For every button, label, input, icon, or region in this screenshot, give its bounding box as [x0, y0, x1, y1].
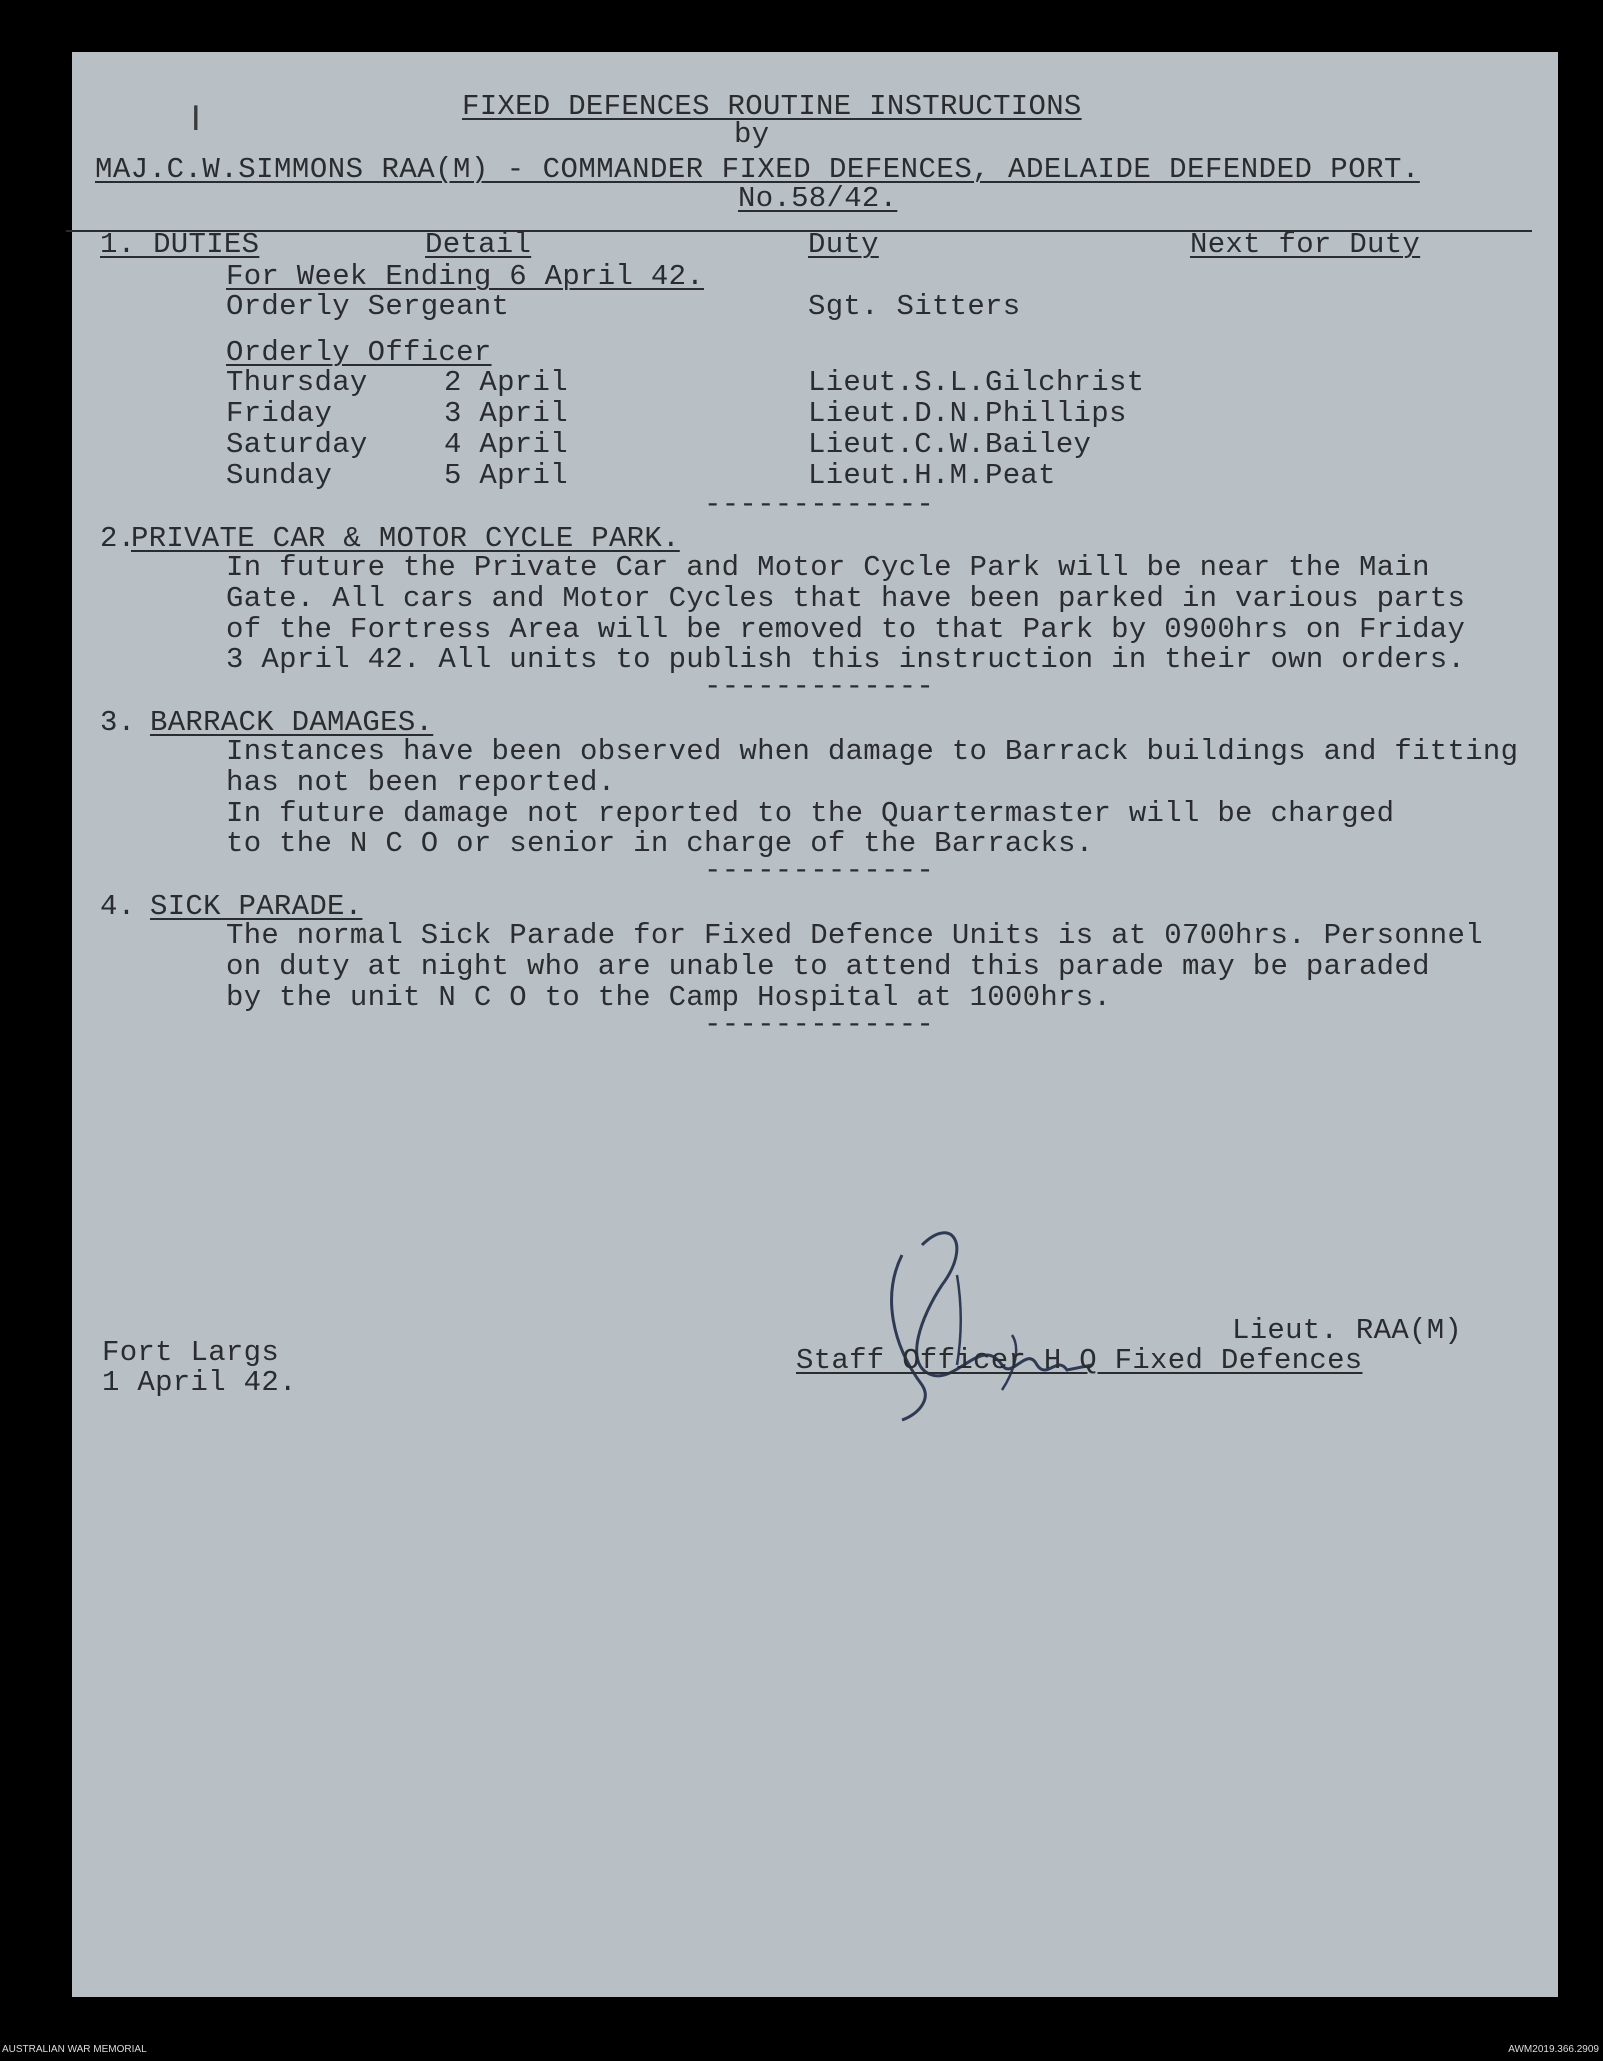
section-2-line: 3 April 42. All units to publish this instruction in their own orders.: [226, 643, 1466, 676]
section-4-heading: SICK PARADE.: [150, 890, 363, 923]
section-separator: -------------: [704, 854, 935, 887]
duty-officer: Lieut.C.W.Bailey: [808, 428, 1092, 461]
section-3-line: Instances have been observed when damage to Barrack buildings and fitting: [226, 735, 1519, 768]
column-detail: Detail: [425, 228, 532, 261]
section-3-line: to the N C O or senior in charge of the Barracks.: [226, 827, 1094, 860]
duty-officer: Lieut.H.M.Peat: [808, 459, 1056, 492]
section-2-number: 2.: [100, 522, 136, 555]
section-2-line: of the Fortress Area will be removed to that Park by 0900hrs on Friday: [226, 613, 1466, 646]
signatory-role: Staff Officer H Q Fixed Defences: [796, 1344, 1363, 1377]
duty-date: 3 April: [444, 397, 568, 430]
duty-day: Sunday: [226, 459, 333, 492]
by-line: by: [734, 118, 770, 151]
duty-date: 5 April: [444, 459, 568, 492]
document-title: FIXED DEFENCES ROUTINE INSTRUCTIONS: [462, 90, 1082, 123]
section-4-line: by the unit N C O to the Camp Hospital at 1000hrs.: [226, 981, 1112, 1014]
commander-line: MAJ.C.W.SIMMONS RAA(M) - COMMANDER FIXED DEFENCES, ADELAIDE DEFENDED PORT.: [95, 153, 1420, 186]
section-2-line: Gate. All cars and Motor Cycles that have been parked in various parts: [226, 582, 1466, 615]
handwritten-signature: [862, 1215, 1122, 1435]
column-duty: Duty: [808, 228, 879, 261]
duty-date: 2 April: [444, 366, 568, 399]
instruction-number: No.58/42.: [738, 182, 898, 215]
section-3-number: 3.: [100, 706, 136, 739]
orderly-sergeant-label: Orderly Sergeant: [226, 290, 510, 323]
place-location: Fort Largs: [102, 1336, 280, 1369]
section-2-heading: PRIVATE CAR & MOTOR CYCLE PARK.: [131, 522, 680, 555]
section-separator: -------------: [704, 1008, 935, 1041]
section-4-line: on duty at night who are unable to attend this parade may be paraded: [226, 950, 1430, 983]
section-3-heading: BARRACK DAMAGES.: [150, 706, 434, 739]
section-4-number: 4.: [100, 890, 136, 923]
section-4-line: The normal Sick Parade for Fixed Defence Units is at 0700hrs. Personnel: [226, 919, 1483, 952]
duty-date: 4 April: [444, 428, 568, 461]
signatory-rank: Lieut. RAA(M): [1232, 1314, 1463, 1347]
place-date: 1 April 42.: [102, 1366, 297, 1399]
duty-officer: Lieut.S.L.Gilchrist: [808, 366, 1145, 399]
duty-day: Saturday: [226, 428, 368, 461]
week-ending: For Week Ending 6 April 42.: [226, 260, 704, 293]
footer-right: AWM2019.366.2909: [1508, 2044, 1599, 2055]
section-separator: -------------: [704, 670, 935, 703]
duty-day: Thursday: [226, 366, 368, 399]
footer-left: AUSTRALIAN WAR MEMORIAL: [2, 2044, 147, 2055]
duty-day: Friday: [226, 397, 333, 430]
duty-officer: Lieut.D.N.Phillips: [808, 397, 1127, 430]
orderly-sergeant-name: Sgt. Sitters: [808, 290, 1021, 323]
duties-heading: 1. DUTIES: [100, 228, 260, 261]
column-next-for-duty: Next for Duty: [1190, 228, 1421, 261]
duties-number: [100, 230, 259, 259]
margin-mark: |: [188, 102, 204, 132]
section-3-line: In future damage not reported to the Quartermaster will be charged: [226, 797, 1395, 830]
section-separator: -------------: [704, 488, 935, 521]
orderly-officer-label: Orderly Officer: [226, 336, 492, 369]
section-2-line: In future the Private Car and Motor Cycle Park will be near the Main: [226, 551, 1430, 584]
section-3-line: has not been reported.: [226, 766, 616, 799]
